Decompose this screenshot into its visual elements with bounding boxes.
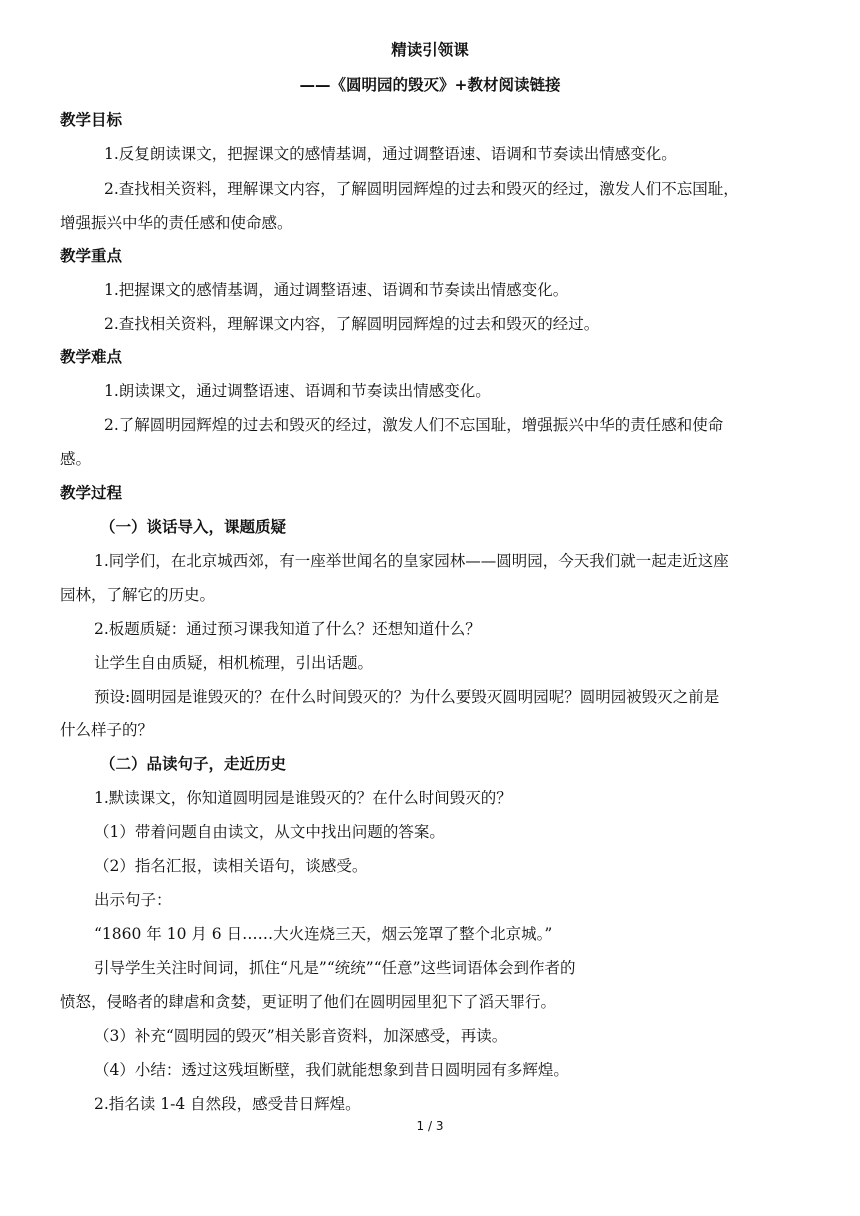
paragraph: 让学生自由质疑，相机梳理，引出话题。 bbox=[94, 654, 374, 672]
paragraph: 2.指名读 1-4 自然段，感受昔日辉煌。 bbox=[94, 1095, 361, 1113]
paragraph: 出示句子： bbox=[94, 891, 172, 909]
quoted-sentence: “1860 年 10 月 6 日……大火连烧三天，烟云笼罩了整个北京城。” bbox=[94, 925, 553, 943]
paragraph: 园林，了解它的历史。 bbox=[60, 586, 216, 604]
heading-teaching-difficulties: 教学难点 bbox=[60, 348, 123, 366]
paragraph: 增强振兴中华的责任感和使命感。 bbox=[60, 214, 293, 232]
paragraph: （3）补充“圆明园的毁灭”相关影音资料，加深感受，再读。 bbox=[94, 1027, 508, 1045]
heading-teaching-goals: 教学目标 bbox=[60, 111, 123, 129]
document-subtitle: ——《圆明园的毁灭》+教材阅读链接 bbox=[299, 76, 561, 94]
section-title: （一）谈话导入，课题质疑 bbox=[100, 518, 287, 536]
paragraph: 2.查找相关资料，理解课文内容，了解圆明园辉煌的过去和毁灭的经过，激发人们不忘国耻， bbox=[104, 180, 739, 198]
paragraph: （2）指名汇报，读相关语句，谈感受。 bbox=[94, 857, 368, 875]
paragraph: 预设:圆明园是谁毁灭的？在什么时间毁灭的？为什么要毁灭圆明园呢？圆明园被毁灭之前是 bbox=[94, 688, 720, 706]
paragraph: 1.同学们，在北京城西郊，有一座举世闻名的皇家园林——圆明园，今天我们就一起走近这座 bbox=[94, 552, 729, 570]
heading-teaching-process: 教学过程 bbox=[60, 484, 123, 502]
paragraph: 1.朗读课文，通过调整语速、语调和节奏读出情感变化。 bbox=[104, 382, 491, 400]
paragraph: 2.了解圆明园辉煌的过去和毁灭的经过，激发人们不忘国耻，增强振兴中华的责任感和使命 bbox=[104, 416, 724, 434]
paragraph: 引导学生关注时间词，抓住“凡是”“统统”“任意”这些词语体会到作者的 bbox=[94, 959, 576, 977]
paragraph: 1.反复朗读课文，把握课文的感情基调，通过调整语速、语调和节奏读出情感变化。 bbox=[104, 145, 677, 163]
paragraph: 什么样子的？ bbox=[60, 721, 154, 739]
document-title: 精读引领课 bbox=[391, 41, 469, 59]
page-number: 1 / 3 bbox=[416, 1119, 444, 1133]
paragraph: （1）带着问题自由读文，从文中找出问题的答案。 bbox=[94, 823, 445, 841]
paragraph: 感。 bbox=[60, 450, 92, 468]
paragraph: （4）小结：透过这残垣断壁，我们就能想象到昔日圆明园有多辉煌。 bbox=[94, 1061, 569, 1079]
paragraph: 2.查找相关资料，理解课文内容，了解圆明园辉煌的过去和毁灭的经过。 bbox=[104, 315, 600, 333]
section-title: （二）品读句子，走近历史 bbox=[100, 755, 287, 773]
paragraph: 2.板题质疑：通过预习课我知道了什么？还想知道什么？ bbox=[94, 620, 481, 638]
heading-teaching-focus: 教学重点 bbox=[60, 247, 123, 265]
paragraph: 1.默读课文，你知道圆明园是谁毁灭的？在什么时间毁灭的？ bbox=[94, 789, 512, 807]
paragraph: 愤怒，侵略者的肆虐和贪婪，更证明了他们在圆明园里犯下了滔天罪行。 bbox=[60, 993, 557, 1011]
paragraph: 1.把握课文的感情基调，通过调整语速、语调和节奏读出情感变化。 bbox=[104, 281, 569, 299]
